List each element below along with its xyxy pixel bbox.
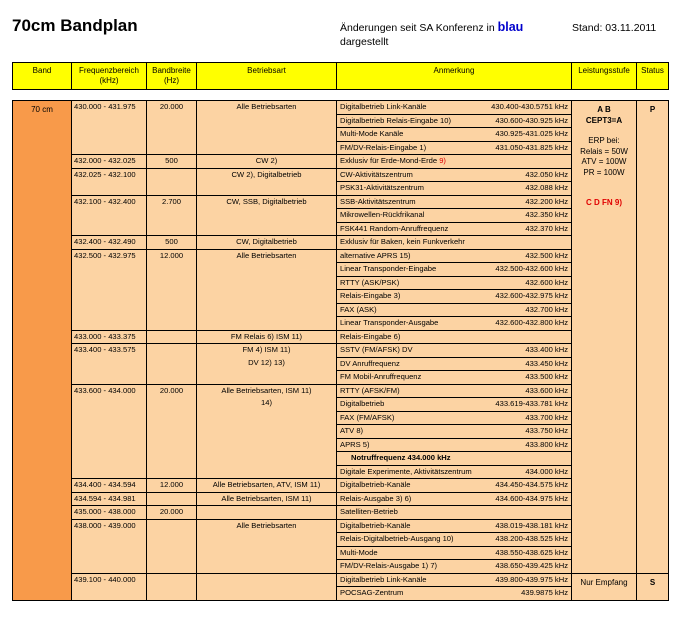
remark-text: FAX (ASK) [340,304,377,314]
remark-text: Digitale Experimente, Aktivitätszentrum [340,466,472,476]
remark-line [337,196,571,210]
changes-text-2: dargestellt [340,36,389,48]
bandwidth-cell: 12.000 [147,249,197,330]
bandwidth-cell [147,492,197,506]
remark-line [337,304,571,318]
bandwidth-cell: 20.000 [147,101,197,155]
remark-value: 438.650-439.425 kHz [495,561,568,570]
remark-line [337,250,571,264]
table-row [13,492,669,506]
power-cell-empfang: Nur Empfang [572,573,637,600]
remark-text: Notruffrequenz 434.000 kHz [351,453,451,462]
remark-line [337,331,571,344]
freq-cell: 434.594 - 434.981 [72,492,147,506]
remark-line [337,425,571,439]
freq-cell: 430.000 - 431.975 [72,101,147,155]
freq-cell: 432.100 - 432.400 [72,195,147,236]
remark-text: FM Mobil-Anruffrequenz [340,372,422,381]
mode-text: CW 2), Digitalbetrieb [231,169,302,179]
freq-cell: 438.000 - 439.000 [72,519,147,573]
remark-line [337,128,571,142]
remark-value: 438.019-438.181 kHz [495,520,568,530]
remark-value: 432.200 kHz [525,196,568,206]
remark-line [337,385,571,399]
bandwidth-cell: 20.000 [147,384,197,479]
remark-line [337,101,571,115]
remark-label [340,128,403,141]
mode-cell [197,236,337,250]
remark-label [340,493,411,506]
remark-text: Digitalbetrieb-Kanäle [340,480,411,489]
mode-text: FM 4) ISM 11) [242,345,291,354]
col-band: Band [13,63,72,90]
remark-text: Satelliten-Betrieb [340,507,398,516]
mode-cell [197,519,337,573]
mode-cell [197,492,337,506]
remark-label [340,479,411,492]
remark-value: 434.450-434.575 kHz [495,480,568,489]
changes-color-word: blau [497,20,524,34]
remark-line [337,574,571,588]
remark-value: 431.050-431.825 kHz [495,142,568,152]
mode-cell [197,168,337,195]
remark-text: DV Anruffrequenz [340,358,400,368]
remark-text: POCSAG-Zentrum [340,588,404,597]
bandwidth-cell: 12.000 [147,479,197,493]
power-line7: C D FN 9) [586,198,622,207]
freq-cell: 432.025 - 432.100 [72,168,147,195]
stand-date: Stand: 03.11.2011 [572,22,657,34]
freq-cell: 432.500 - 432.975 [72,249,147,330]
remark-text: Multi-Mode [340,547,378,557]
remark-line [337,466,571,479]
mode-text: Alle Betriebsarten [236,250,297,260]
remark-label [340,587,403,600]
power-line6: PR = 100W [583,167,625,177]
remark-line [337,277,571,291]
remark-cell [337,101,572,155]
remark-line [337,236,571,249]
mode-cell [197,195,337,236]
remark-text: PSK31-Aktivitätszentrum [340,183,424,192]
remark-value: 433.800 kHz [525,439,568,449]
remark-text: Mikrowellen-Rückfrikanal [340,210,425,219]
col-leistungsstufe: Leistungsstufe [572,63,637,90]
remark-line [337,358,571,372]
remark-text: Linear Transponder-Eingabe [340,264,437,273]
col-bandbreite: Bandbreite (Hz) [147,63,197,90]
remark-text: SSTV (FM/AFSK) DV [340,345,413,354]
remark-text: Relais-Ausgabe 3) 6) [340,493,412,503]
remark-line [337,263,571,277]
power-line4: Relais = 50W [580,146,628,156]
table-row [13,195,669,236]
column-header [12,62,669,90]
table-row [13,236,669,250]
remark-cell [337,155,572,169]
remark-value: 433.600 kHz [525,385,568,395]
col-betriebsart: Betriebsart [197,63,337,90]
table-row [13,101,669,155]
remark-text: Exklusiv für Baken, kein Funkverkehr [340,237,465,246]
remark-label [340,236,465,249]
remark-value: 432.600 kHz [525,277,568,287]
table-row [13,155,669,169]
remark-text: Digitalbetrieb-Kanäle [340,520,411,530]
remark-text: FM/DV-Relais-Ausgabe 1) 7) [340,561,438,570]
remark-label [340,277,399,290]
remark-line [337,223,571,236]
mode-text: Alle Betriebsarten, ATV, ISM 11) [212,480,321,489]
remark-value: 430.400-430.5751 kHz [491,102,568,111]
remark-label [340,425,363,438]
remark-label [340,155,446,168]
remark-line [337,142,571,155]
remark-line [337,209,571,223]
changes-text: Änderungen seit SA Konferenz in [340,22,495,34]
remark-value: 430.600-430.925 kHz [495,115,568,125]
remark-line [337,412,571,426]
remark-label [340,371,421,384]
remark-text: RTTY (ASK/PSK) [340,277,400,287]
remark-cell [337,492,572,506]
remark-text: Linear Transponder-Ausgabe [340,318,439,327]
freq-cell: 432.000 - 432.025 [72,155,147,169]
remark-text: Digitalbetrieb Link-Kanäle [340,574,427,584]
remark-line [337,182,571,195]
mode-text: FM Relais 6) ISM 11) [230,331,303,341]
remark-value: 432.050 kHz [525,169,568,179]
remark-value: 432.088 kHz [525,183,568,192]
mode-cell [197,155,337,169]
remark-value: 439.9875 kHz [521,588,568,597]
bandwidth-cell: 20.000 [147,506,197,520]
bandplan-table [12,100,669,601]
remark-text: FSK441 Random-Anruffrequenz [340,223,449,233]
remark-value: 433.400 kHz [525,345,568,354]
mode-cell [197,249,337,330]
remark-label [340,304,377,317]
remark-label [340,223,448,236]
remark-line [337,493,571,506]
table-row [13,330,669,344]
remark-line [337,155,571,168]
table-row [13,573,669,600]
remark-text: Relais-Eingabe 3) [340,291,401,300]
bandwidth-cell: 2.700 [147,195,197,236]
mode-text: CW, Digitalbetrieb [236,237,297,246]
remark-value: 433.700 kHz [525,412,568,422]
freq-cell: 433.600 - 434.000 [72,384,147,479]
remark-value: 438.200-438.525 kHz [495,534,568,543]
remark-value: 432.350 kHz [525,210,568,219]
mode-text: 14) [261,398,272,407]
remark-line [337,452,571,466]
remark-line [337,371,571,384]
freq-cell: 439.100 - 440.000 [72,573,147,600]
remark-text: FAX (FM/AFSK) [340,412,395,422]
remark-value: 433.750 kHz [525,426,568,435]
status-cell: P [637,101,669,574]
mode-cell [197,330,337,344]
table-row [13,506,669,520]
remark-value: 432.700 kHz [525,304,568,314]
remark-label [340,439,370,452]
remark-value: 430.925-431.025 kHz [495,129,568,138]
freq-cell: 435.000 - 438.000 [72,506,147,520]
remark-value: 434.600-434.975 kHz [495,493,568,503]
mode-text: Alle Betriebsarten [236,520,297,530]
remark-label [340,142,426,155]
power-line5: ATV = 100W [581,157,627,166]
remark-line [337,506,571,519]
mode-cell [197,101,337,155]
freq-cell: 434.400 - 434.594 [72,479,147,493]
mode-text: Alle Betriebsarten, ISM 11) [221,493,312,503]
mode-text: DV 12) 13) [248,357,285,367]
remark-value: 433.450 kHz [525,358,568,368]
remark-cell [337,506,572,520]
mode-cell [197,344,337,385]
remark-label [340,533,454,546]
remark-cell [337,573,572,600]
remark-text: APRS 5) [340,439,370,449]
power-line3: ERP bei: [588,136,620,145]
col-frequenz: Frequenzbereich (kHz) [72,63,147,90]
remark-label [340,344,413,357]
mode-cell [197,506,337,520]
remark-label [340,317,438,330]
remark-value: 432.600-432.800 kHz [495,318,568,327]
changes-note [340,20,530,49]
remark-line [337,398,571,412]
status-cell: S [637,573,669,600]
remark-text: Digitalbetrieb Relais-Eingabe 10) [340,115,452,125]
remark-label [340,358,400,371]
table-row [13,479,669,493]
bandwidth-cell [147,330,197,344]
power-line2: CEPT3=A [585,115,623,125]
remark-label [340,182,424,195]
table-row [13,168,669,195]
mode-text: CW, SSB, Digitalbetrieb [226,196,307,206]
freq-cell: 432.400 - 432.490 [72,236,147,250]
remark-line [337,587,571,600]
bandwidth-cell: 500 [147,236,197,250]
remark-text: CW-Aktivitätszentrum [340,169,413,179]
table-row [13,249,669,330]
remark-label [340,263,436,276]
remark-text: Digitalbetrieb [340,399,385,408]
bandwidth-cell [147,519,197,573]
remark-value: 438.550-438.625 kHz [495,547,568,557]
remark-line [337,560,571,573]
remark-line [337,533,571,547]
remark-label [340,466,472,479]
mode-cell [197,573,337,600]
remark-cell [337,236,572,250]
remark-footnote: 9) [439,156,446,165]
remark-line [337,169,571,183]
remark-line [337,115,571,129]
remark-cell [337,249,572,330]
remark-label [351,452,451,465]
bandwidth-cell: 500 [147,155,197,169]
freq-cell: 433.400 - 433.575 [72,344,147,385]
remark-text: SSB-Aktivitätszentrum [340,196,416,206]
remark-text: Multi-Mode Kanäle [340,129,404,138]
remark-line [337,547,571,561]
mode-text: CW 2) [255,156,278,165]
remark-line [337,317,571,330]
remark-value: 432.600-432.975 kHz [495,291,568,300]
remark-line [337,479,571,492]
table-row [13,384,669,479]
remark-cell [337,168,572,195]
remark-line [337,439,571,453]
remark-cell [337,330,572,344]
mode-cell [197,479,337,493]
bandwidth-cell [147,573,197,600]
mode-text: Alle Betriebsarten, ISM 11) [221,385,312,395]
remark-text: Relais-Digitalbetrieb-Ausgang 10) [340,534,454,543]
mode-text: Alle Betriebsarten [236,102,297,111]
remark-label [340,547,378,560]
remark-label [340,506,398,519]
remark-label [340,169,413,182]
remark-label [340,398,384,411]
remark-label [340,560,437,573]
remark-text: alternative APRS 15) [340,250,411,260]
remark-label [340,574,427,587]
remark-cell [337,195,572,236]
remark-label [340,209,424,222]
remark-value: 433.619-433.781 kHz [495,399,568,408]
remark-text: Relais-Eingabe 6) [340,331,401,341]
remark-text: Exklusiv für Erde-Mond-Erde [340,156,438,165]
power-cell [572,101,637,574]
power-line1: A B [597,105,611,114]
col-status: Status [637,63,669,90]
remark-line [337,344,571,358]
remark-cell [337,479,572,493]
table-row [13,519,669,573]
remark-text: ATV 8) [340,426,364,435]
col-anmerkung: Anmerkung [337,63,572,90]
remark-label [340,101,427,114]
remark-line [337,520,571,534]
remark-text: Digitalbetrieb Link-Kanäle [340,102,427,111]
remark-value: 432.500-432.600 kHz [495,264,568,273]
remark-label [340,196,416,209]
remark-label [340,331,400,344]
remark-label [340,412,394,425]
remark-label [340,250,411,263]
remark-value: 432.370 kHz [525,223,568,233]
bandwidth-cell [147,344,197,385]
remark-value: 439.800-439.975 kHz [495,574,568,584]
remark-cell [337,344,572,385]
freq-cell: 433.000 - 433.375 [72,330,147,344]
remark-label [340,385,400,398]
page-title: 70cm Bandplan [12,16,138,35]
remark-label [340,290,400,303]
remark-label [340,520,411,533]
remark-text: RTTY (AFSK/FM) [340,385,400,395]
mode-cell [197,384,337,479]
remark-value: 432.500 kHz [525,250,568,260]
remark-line [337,290,571,304]
band-cell: 70 cm [13,101,72,601]
remark-text: FM/DV-Relais-Eingabe 1) [340,142,427,152]
remark-value: 434.000 kHz [525,466,568,476]
remark-cell [337,384,572,479]
remark-cell [337,519,572,573]
bandwidth-cell [147,168,197,195]
remark-value: 433.500 kHz [525,372,568,381]
remark-label [340,115,451,128]
table-row [13,344,669,385]
